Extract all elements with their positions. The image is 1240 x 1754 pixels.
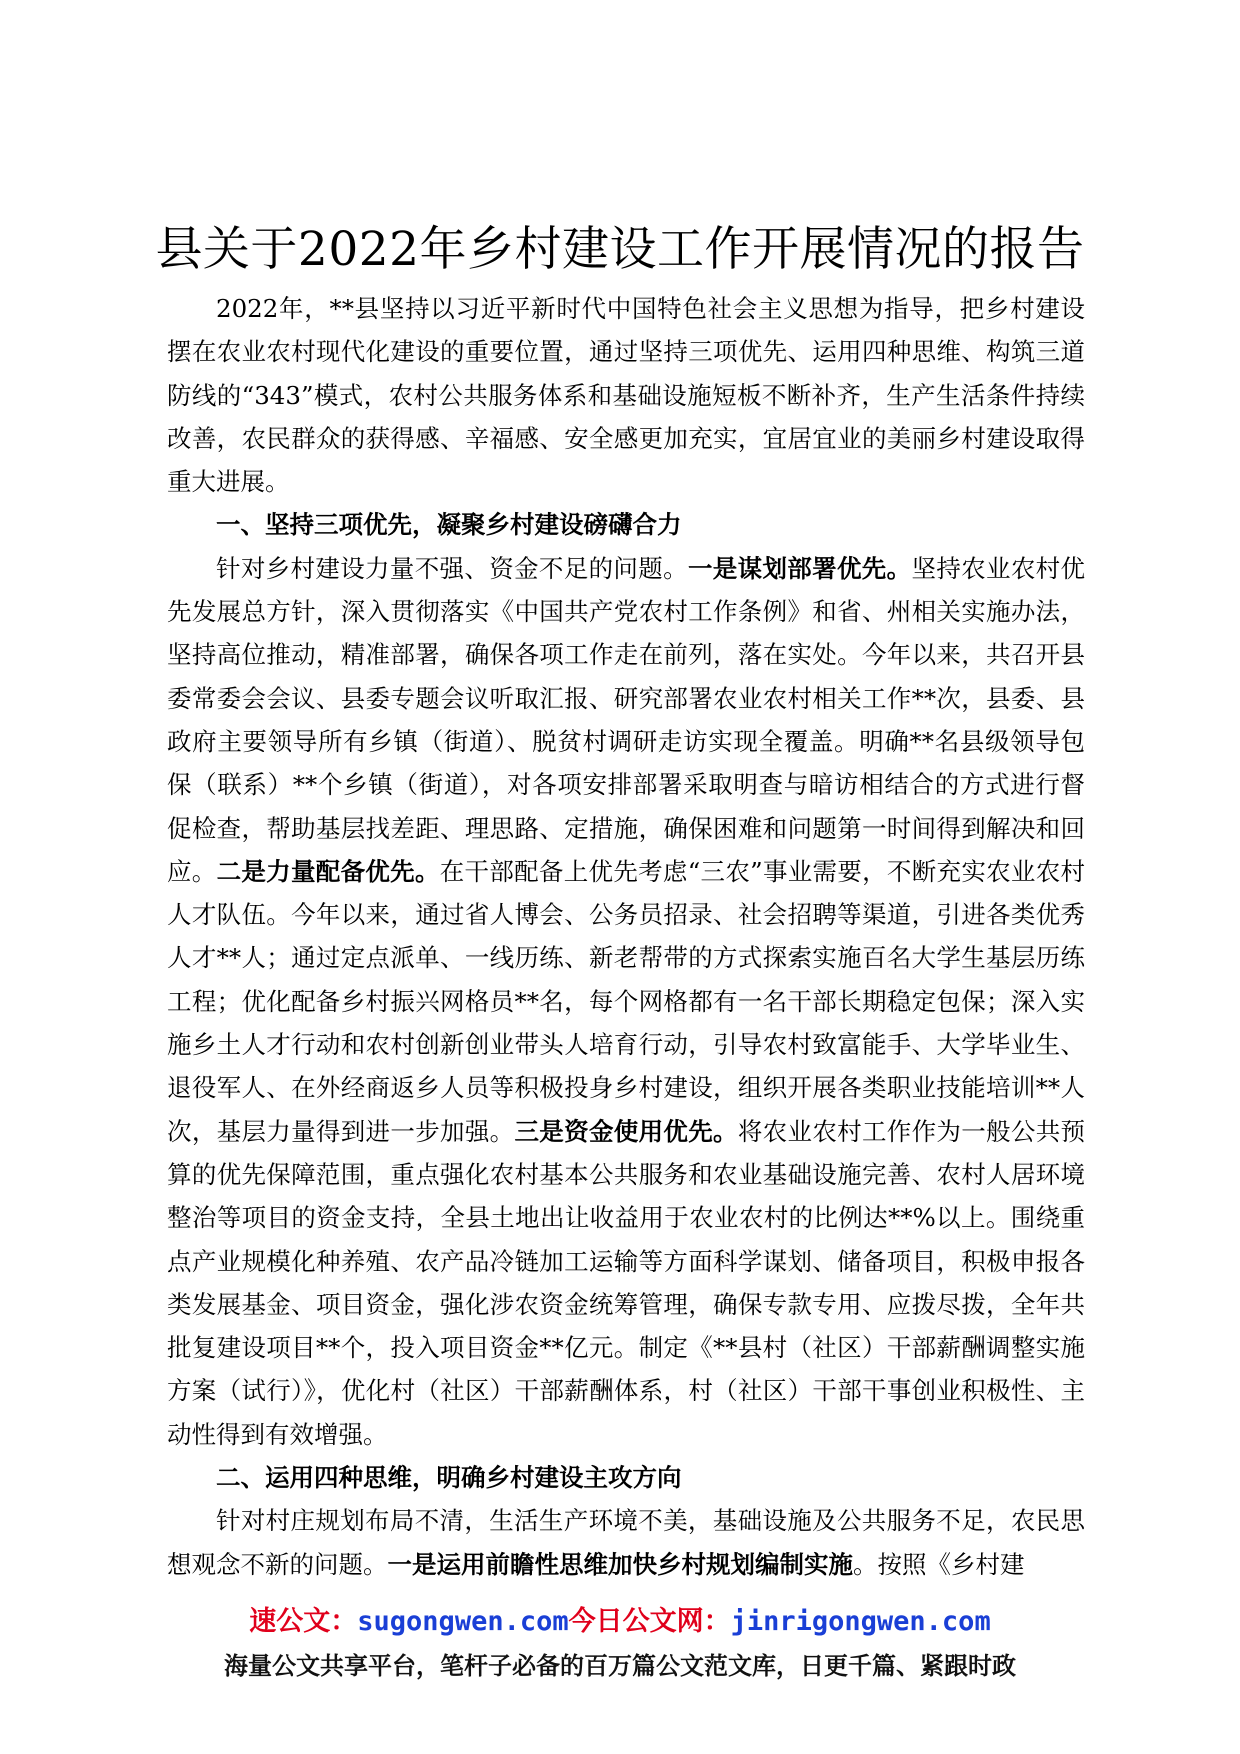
- bold-point-3: 三是资金使用优先。: [514, 1116, 738, 1146]
- text-span: 。按照《乡村建: [853, 1549, 1025, 1579]
- bold-point-1: 一是谋划部署优先。: [687, 553, 912, 583]
- text-span: 在干部配备上优先考虑“三农”事业需要，不断充实农业农村人才队伍。今年以来，通过省人博会、公务员招录、社会招聘等渠道，引进各类优秀人才**人；通过定点派单、一线历练、新老帮带的方式探索实施百名大学生基层历练工程；优化配备乡村振兴网格员**名，每个网格都有一名干部长期稳定包保；深入实施乡土人才行动和农村创新创业带头人培育行动，引导农村致富能手、大学毕业生、退役军人、在外经商返乡人员等积极投身乡村建设，组织开展各类职业技能培训**人次，基层力量得到进一步加强。: [167, 856, 1085, 1146]
- brand-url-2[interactable]: jinrigongwen.com: [730, 1606, 991, 1637]
- section-2-paragraph: [167, 1499, 1085, 1586]
- footer-brand-line: [150, 1600, 1090, 1644]
- section-heading-2: 二、运用四种思维，明确乡村建设主攻方向: [216, 1463, 682, 1493]
- footer-tagline: 海量公文共享平台，笔杆子必备的百万篇公文范文库，日更千篇、紧跟时政: [224, 1652, 1016, 1680]
- text-span: 针对乡村建设力量不强、资金不足的问题。: [216, 553, 688, 583]
- section-heading-1: 一、坚持三项优先，凝聚乡村建设磅礴合力: [216, 510, 682, 540]
- text-span: 坚持农业农村优先发展总方针，深入贯彻落实《中国共产党农村工作条例》和省、州相关实施办法，坚持高位推动，精准部署，确保各项工作走在前列，落在实处。今年以来，共召开县委常委会会议、县委专题会议听取汇报、研究部署农业农村相关工作**次，县委、县政府主要领导所有乡镇（街道）、脱贫村调研走访实现全覆盖。明确**名县级领导包保（联系）**个乡镇（街道），对各项安排部署采取明查与暗访相结合的方式进行督促检查，帮助基层找差距、理思路、定措施，确保困难和问题第一时间得到解决和回应。: [167, 553, 1086, 886]
- bold-point-4: 一是运用前瞻性思维加快乡村规划编制实施: [387, 1549, 853, 1579]
- intro-paragraph: 2022年，**县坚持以习近平新时代中国特色社会主义思想为指导，把乡村建设摆在农业农村现代化建设的重要位置，通过坚持三项优先、运用四种思维、构筑三道防线的“343”模式，农村公共服务体系和基础设施短板不断补齐，生产生活条件持续改善，农民群众的获得感、辛福感、安全感更加充实，宜居宜业的美丽乡村建设取得重大进展。: [167, 294, 1085, 497]
- footer-banner: [150, 1600, 1090, 1686]
- text-span: 针对村庄规划布局不清，生活生产环境不美，基础设施及公共服务不足，农民思想观念不新的问题。: [167, 1506, 1085, 1579]
- bold-point-2: 二是力量配备优先。: [216, 856, 440, 886]
- brand-url-1[interactable]: sugongwen.com: [357, 1606, 569, 1637]
- text-span: 将农业农村工作作为一般公共预算的优先保障范围，重点强化农村基本公共服务和农业基础设施完善、农村人居环境整治等项目的资金支持，全县土地出让收益用于农业农村的比例达**%以上。围绕重点产业规模化种养殖、农产品冷链加工运输等方面科学谋划、储备项目，积极申报各类发展基金、项目资金，强化涉农资金统筹管理，确保专款专用、应拨尽拨，全年共批复建设项目**个，投入项目资金**亿元。制定《**县村（社区）干部薪酬调整实施方案（试行）》，优化村（社区）干部薪酬体系，村（社区）干部干事创业积极性、主动性得到有效增强。: [167, 1116, 1086, 1449]
- document-title: 县关于2022年乡村建设工作开展情况的报告: [155, 222, 1085, 277]
- brand-name-1: 速公文：: [249, 1606, 358, 1637]
- section-1-paragraph: [167, 547, 1085, 1456]
- document-body: [167, 287, 1085, 1586]
- brand-name-2: 今日公文网：: [568, 1606, 731, 1637]
